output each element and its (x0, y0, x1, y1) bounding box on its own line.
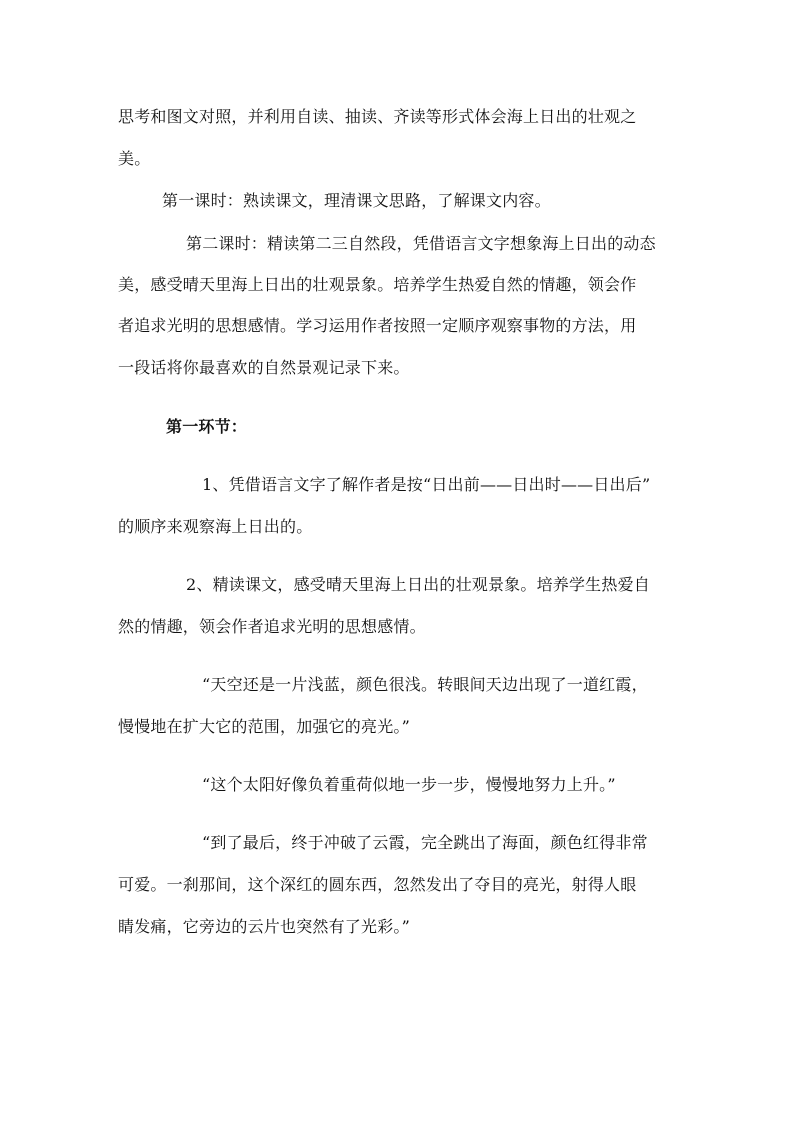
item-2-line-1: 2、精读课文，感受晴天里海上日出的壮观景象。培养学生热爱自 (186, 575, 650, 594)
lesson-2-line-3: 者追求光明的思想感情。学习运用作者按照一定顺序观察事物的方法，用 (118, 316, 637, 335)
quote-3-line-3: 睛发痛，它旁边的云片也突然有了光彩。” (118, 917, 410, 936)
lesson-2-line-1: 第二课时：精读第二三自然段，凭借语言文字想象海上日出的动态 (186, 234, 656, 253)
quote-2-line-1: “这个太阳好像负着重荷似地一步一步，慢慢地努力上升。” (202, 775, 616, 794)
section-title: 第一环节： (166, 417, 248, 436)
item-1-line-2: 的顺序来观察海上日出的。 (118, 517, 313, 536)
intro-line-1: 思考和图文对照，并利用自读、抽读、齐读等形式体会海上日出的壮观之 (118, 107, 637, 126)
quote-3-line-1: “到了最后，终于冲破了云霞，完全跳出了海面，颜色红得非常 (202, 833, 648, 852)
quote-3-line-2: 可爱。一刹那间，这个深红的圆东西，忽然发出了夺目的亮光，射得人眼 (118, 875, 637, 894)
lesson-2-line-4: 一段话将你最喜欢的自然景观记录下来。 (118, 358, 410, 377)
item-1-line-1: 1、凭借语言文字了解作者是按“日出前——日出时——日出后” (202, 475, 651, 494)
quote-1-line-2: 慢慢地在扩大它的范围，加强它的亮光。” (118, 717, 410, 736)
quote-1-line-1: “天空还是一片浅蓝，颜色很浅。转眼间天边出现了一道红霞， (202, 675, 648, 694)
lesson-2-line-2: 美，感受晴天里海上日出的壮观景象。培养学生热爱自然的情趣，领会作 (118, 275, 637, 294)
intro-line-2: 美。 (118, 149, 151, 168)
lesson-1-text: 第一课时：熟读课文，理清课文思路，了解课文内容。 (162, 191, 551, 210)
item-2-line-2: 然的情趣，领会作者追求光明的思想感情。 (118, 617, 426, 636)
